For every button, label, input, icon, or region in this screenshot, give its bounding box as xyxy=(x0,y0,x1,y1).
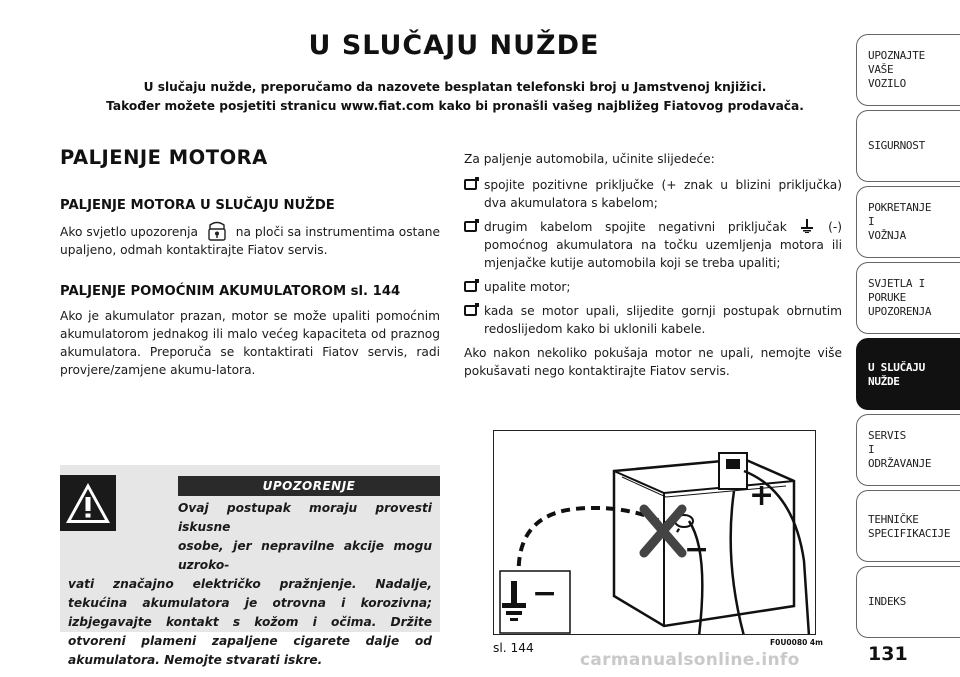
page-number: 131 xyxy=(868,643,908,665)
nav-tab-sigurnost[interactable]: SIGURNOST xyxy=(856,110,960,182)
nav-tab-pokretanje[interactable]: POKRETANJE I VOŽNJA xyxy=(856,186,960,258)
warning-text: Ovaj postupak moraju provesti iskusne osobe, jer nepravilne akcije mogu uzroko- vati značajno električko pražnjenje. Nadalje, tekućina akumulatora je otrovna i korozivna; izbjegavajte kontakt s kožom i očima. Držite otvoreni plameni zapaljene cigarete dalje od akumulatora. Nemojte stvarati iskre. xyxy=(68,501,432,667)
immobilizer-warning-icon xyxy=(206,221,228,241)
battery-jumpstart-illustration xyxy=(494,431,816,635)
nav-tab-indeks[interactable]: INDEKS xyxy=(856,566,960,638)
right-column xyxy=(464,150,842,380)
figure-code: F0U0080 4m xyxy=(770,638,823,647)
bullet-box-icon xyxy=(464,221,477,232)
plus-label: + xyxy=(749,478,775,513)
warning-box xyxy=(60,465,440,667)
closing-text: Ako nakon nekoliko pokušaja motor ne upali, nemojte više pokušavati nego kontaktirajte Fiatov servis. xyxy=(464,346,842,378)
minus-label-terminal: − xyxy=(684,532,710,567)
bullet-box-icon xyxy=(464,281,477,292)
subsection-heading-jump-start: PALJENJE POMOĆNIM AKUMULATOROM sl. 144 xyxy=(60,284,401,299)
nav-tab-nuzde[interactable]: U SLUČAJU NUŽDE xyxy=(856,338,960,410)
steps-intro: Za paljenje automobila, učinite slijedeće: xyxy=(464,152,715,166)
list-item: upalite motor; xyxy=(464,278,842,296)
battery-figure xyxy=(493,430,816,635)
bullet-box-icon xyxy=(464,305,477,316)
subsection-heading-emergency-start: PALJENJE MOTORA U SLUČAJU NUŽDE xyxy=(60,198,335,213)
jump-start-text: Ako je akumulator prazan, motor se može upaliti pomoćnim akumulatorom jednakog ili malo većeg kapaciteta od praznog akumulatora. Preporuča se kontaktirati Fiatov servis, radi provjere/zamjene akumu-latora. xyxy=(60,309,440,377)
intro-line-1: U slučaju nužde, preporučamo da nazovete besplatan telefonski broj u Jamstvenoj knjižici. xyxy=(143,80,767,94)
emergency-start-text: Ako svjetlo upozorenja na ploči sa instrumentima ostane upaljeno, odmah kontaktirajte Fiatov servis. xyxy=(60,221,440,259)
intro-text xyxy=(40,78,870,116)
nav-tab-tehnicke[interactable]: TEHNIČKE SPECIFIKACIJE xyxy=(856,490,960,562)
nav-tab-svjetla[interactable]: SVJETLA I PORUKE UPOZORENJA xyxy=(856,262,960,334)
step-list xyxy=(464,176,842,338)
list-item: drugim kabelom spojite negativni priključak (-) pomoćnog akumulatora na točku uzemljenja motora ili mjenjačke kutije automobila koji se treba upaliti; xyxy=(464,218,842,272)
side-nav xyxy=(856,34,960,642)
warning-header: UPOZORENJE xyxy=(178,476,440,496)
minus-label-ground: − xyxy=(532,576,558,611)
list-item: spojite pozitivne priključke (+ znak u blizini priključka) dva akumulatora s kabelom; xyxy=(464,176,842,212)
section-heading: PALJENJE MOTORA xyxy=(60,146,268,169)
bullet-box-icon xyxy=(464,179,477,190)
ground-symbol-icon xyxy=(801,219,813,233)
figure-caption: sl. 144 xyxy=(493,641,534,655)
intro-line-2: Također možete posjetiti stranicu www.fiat.com kako bi pronašli vašeg najbližeg Fiatovog prodavača. xyxy=(106,99,804,113)
nav-tab-upoznajte[interactable]: UPOZNAJTE VAŠE VOZILO xyxy=(856,34,960,106)
left-column xyxy=(60,146,440,379)
watermark: carmanualsonline.info xyxy=(580,650,800,670)
nav-tab-servis[interactable]: SERVIS I ODRŽAVANJE xyxy=(856,414,960,486)
page-title: U SLUČAJU NUŽDE xyxy=(308,30,600,61)
list-item: kada se motor upali, slijedite gornji postupak obrnutim redoslijedom kako bi uklonili kabele. xyxy=(464,302,842,338)
